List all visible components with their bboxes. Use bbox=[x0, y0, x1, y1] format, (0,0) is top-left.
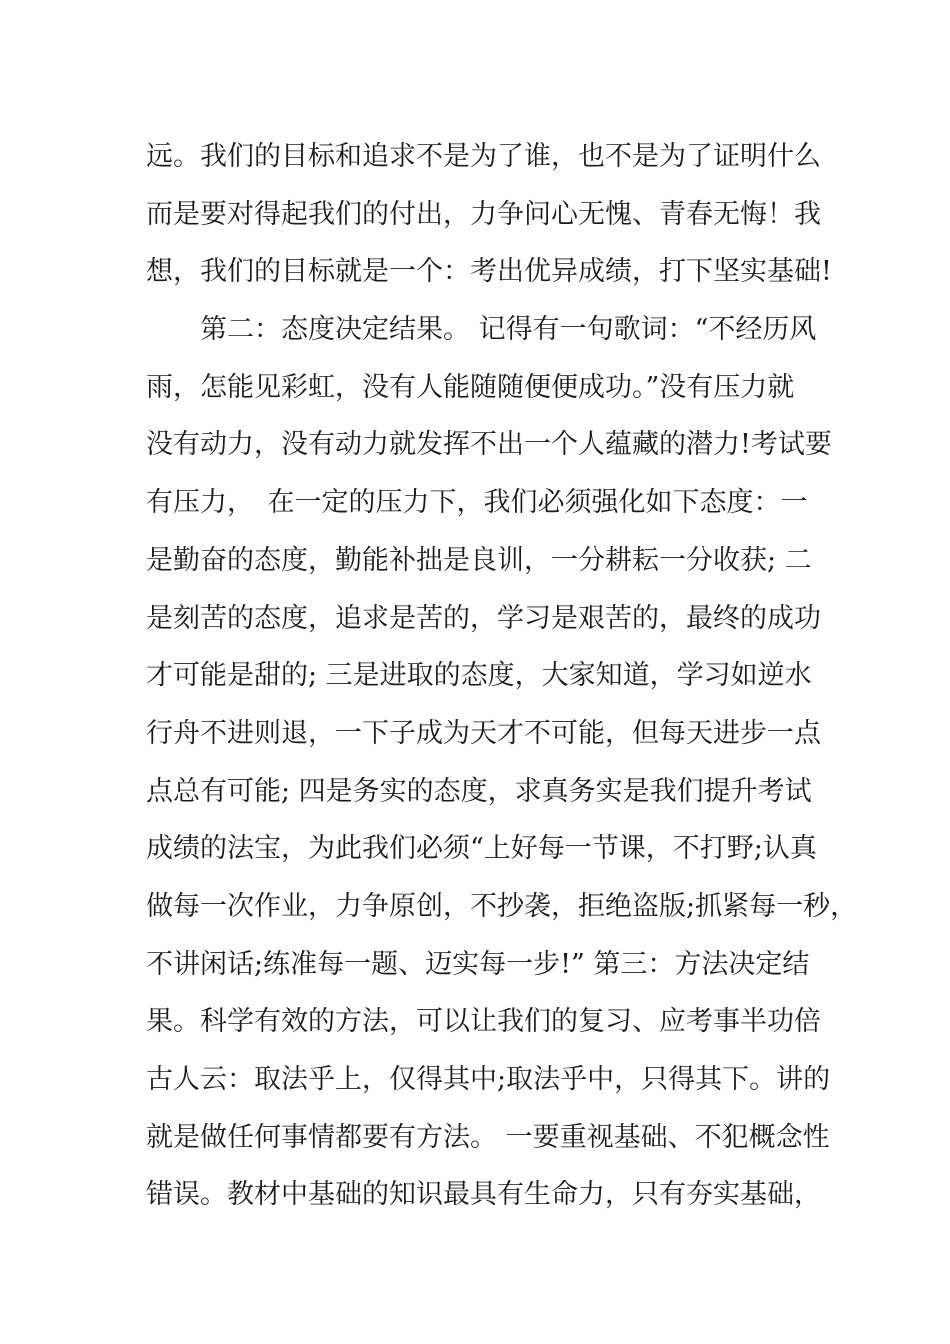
text-line: 古人云：取法乎上，仅得其中;取法乎中，只得其下。讲的 bbox=[146, 1064, 831, 1095]
text-line: 行舟不进则退，一下子成为天才不可能，但每天进步一点 bbox=[146, 717, 821, 749]
text-line: 雨，怎能见彩虹，没有人能随随便便成功。”没有压力就 bbox=[146, 371, 795, 403]
text-line: 而是要对得起我们的付出，力争问心无愧、青春无悔！我 bbox=[146, 198, 821, 230]
text-line: 想，我们的目标就是一个：考出优异成绩，打下坚实基础! bbox=[146, 256, 832, 288]
text-line: 就是做任何事情都要有方法。 一要重视基础、不犯概念性 bbox=[146, 1121, 830, 1153]
text-line: 错误。教材中基础的知识最具有生命力，只有夯实基础， bbox=[146, 1179, 821, 1211]
text-line: 成绩的法宝，为此我们必须“上好每一节课，不打野;认真 bbox=[146, 833, 817, 865]
body-text bbox=[146, 128, 858, 1224]
text-line: 第二：态度决定结果。 记得有一句歌词：“不经历风 bbox=[146, 314, 817, 346]
text-line: 不讲闲话;练准每一题、迈实每一步!” 第三：方法决定结 bbox=[146, 948, 810, 980]
text-line: 才可能是甜的; 三是进取的态度，大家知道，学习如逆水 bbox=[146, 660, 812, 692]
text-line: 是勤奋的态度，勤能补拙是良训，一分耕耘一分收获; 二 bbox=[146, 544, 812, 576]
text-line: 有压力， 在一定的压力下，我们必须强化如下态度：一 bbox=[146, 487, 808, 519]
text-line: 是刻苦的态度，追求是苦的，学习是艰苦的，最终的成功 bbox=[146, 602, 821, 634]
text-line: 点总有可能; 四是务实的态度，求真务实是我们提升考试 bbox=[146, 775, 812, 807]
text-line: 没有动力，没有动力就发挥不出一个人蕴藏的潜力!考试要 bbox=[146, 429, 832, 461]
text-line: 做每一次作业，力争原创，不抄袭，拒绝盗版;抓紧每一秒， bbox=[146, 890, 858, 922]
text-line: 果。科学有效的方法，可以让我们的复习、应考事半功倍 bbox=[146, 1006, 821, 1038]
text-line: 远。我们的目标和追求不是为了谁，也不是为了证明什么 bbox=[146, 141, 821, 172]
